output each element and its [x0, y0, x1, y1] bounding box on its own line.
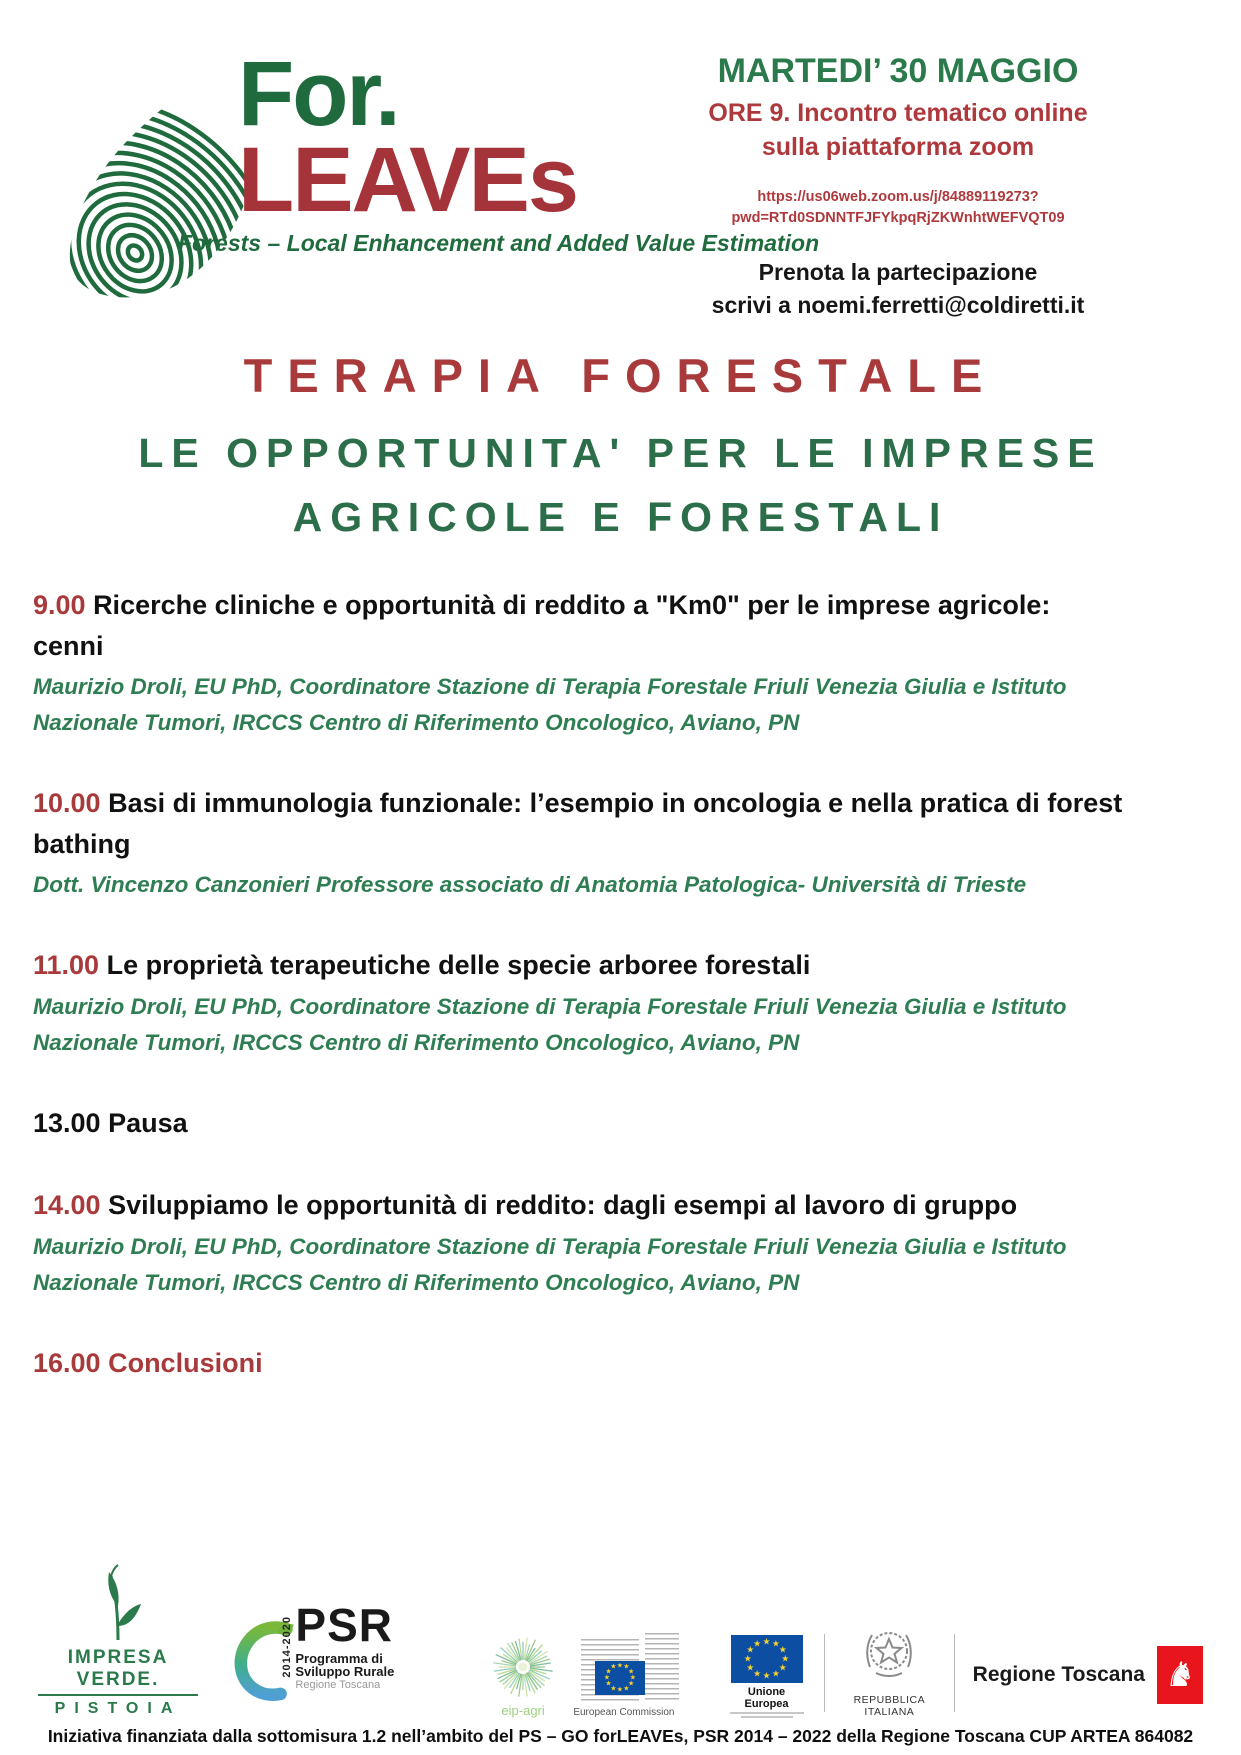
booking-line1: Prenota la partecipazione [758, 259, 1038, 285]
page-title [0, 348, 1241, 549]
repubblica-italiana-logo [841, 1623, 938, 1718]
session-title: Basi di immunologia funzionale: l’esempio in oncologia e nella pratica di forest bathing [33, 788, 1123, 859]
divider [824, 1634, 825, 1712]
logo-tagline: Forests – Local Enhancement and Added Value Estimation [178, 230, 820, 256]
fine-print-bar [741, 1716, 793, 1718]
page-title-line2: LE OPPORTUNITA' PER LE IMPRESE [138, 430, 1103, 476]
italy-emblem-icon [858, 1623, 920, 1687]
event-mode-line1: ORE 9. Incontro tematico online [708, 99, 1088, 127]
booking-info [678, 256, 1118, 323]
pegasus-icon: ♞ [1157, 1646, 1203, 1704]
eip-agri-label: eip-agri [501, 1703, 545, 1718]
psr-region: Regione Toscana [295, 1679, 381, 1691]
event-mode-line2: sulla piattaforma zoom [761, 132, 1035, 161]
page-title-line3: AGRICOLE E FORESTALI [292, 494, 949, 540]
program-item [33, 945, 1123, 1061]
partner-logos [0, 1588, 1241, 1718]
psr-subtitle: Programma di Sviluppo Rurale [295, 1651, 395, 1679]
session-title: Sviluppiamo le opportunità di reddito: dagli esempi al lavoro di gruppo [108, 1190, 1018, 1220]
session-title: Ricerche cliniche e opportunità di reddito a "Km0" per le imprese agricole: cenni [33, 590, 1051, 661]
impresa-verde-city: PISTOIA [54, 1700, 182, 1717]
speaker-name: Maurizio Droli, EU PhD, Coordinatore Stazione di Terapia Forestale Friuli Venezia Giulia e Istituto Nazionale Tumori, IRCCS Centro di Riferimento Oncologico, Aviano, PN [33, 674, 1067, 735]
program-item [33, 783, 1123, 903]
regione-toscana-label: Regione Toscana [972, 1663, 1145, 1686]
time-label: 16.00 [33, 1347, 109, 1378]
time-label: 10.00 [33, 788, 109, 818]
commission-building-icon [567, 1633, 681, 1707]
program-item [33, 1343, 1123, 1384]
speaker-name: Maurizio Droli, EU PhD, Coordinatore Stazione di Terapia Forestale Friuli Venezia Giulia e Istituto Nazionale Tumori, IRCCS Centro di Riferimento Oncologico, Aviano, PN [33, 1233, 1067, 1295]
divider [954, 1634, 955, 1712]
program-item [33, 1103, 1123, 1144]
booking-line2: scrivi a noemi.ferretti@coldiretti.it [711, 292, 1085, 319]
impresa-verde-label: IMPRESA VERDE. [38, 1647, 198, 1696]
impresa-verde-logo [38, 1564, 198, 1718]
page-title-line1: TERAPIA FORESTALE [243, 349, 998, 402]
fine-print-bar [730, 1712, 804, 1714]
psr-logo [232, 1599, 435, 1718]
unione-europea-logo [725, 1635, 808, 1718]
unione-europea-label: Unione Europea [744, 1686, 789, 1710]
session-title: Pausa [108, 1107, 188, 1138]
program-item [33, 1185, 1123, 1301]
time-label: 9.00 [33, 590, 94, 620]
program-item [33, 585, 1123, 741]
speaker-name: Dott. Vincenzo Canzonieri Professore associato di Anatomia Patologica- Università di Trieste [33, 872, 1027, 897]
brand-for: For. [238, 43, 399, 145]
forleaves-logo [30, 40, 820, 310]
session-title: Le proprietà terapeutiche delle specie arboree forestali [106, 950, 811, 980]
event-mode [678, 97, 1118, 165]
commission-label: European Commission [573, 1707, 675, 1718]
session-title: Conclusioni [108, 1347, 263, 1378]
footer [0, 1588, 1241, 1747]
repubblica-italiana-label: REPUBBLICA ITALIANA [853, 1694, 926, 1718]
time-label: 11.00 [33, 950, 107, 980]
regione-toscana-logo [973, 1646, 1203, 1704]
psr-years: 2014-2020 [281, 1616, 294, 1678]
zoom-url-line1[interactable]: https://us06web.zoom.us/j/84889119273? [757, 188, 1039, 205]
header [0, 0, 1241, 322]
brand-leaves: LEAVEs [238, 129, 578, 231]
time-label: 14.00 [33, 1190, 109, 1220]
event-date: MARTEDI’ 30 MAGGIO [717, 52, 1079, 90]
psr-acronym: PSR [295, 1599, 393, 1651]
plant-icon [91, 1564, 145, 1642]
speaker-name: Maurizio Droli, EU PhD, Coordinatore Stazione di Terapia Forestale Friuli Venezia Giulia e Istituto Nazionale Tumori, IRCCS Centro di Riferimento Oncologico, Aviano, PN [33, 993, 1067, 1055]
time-label: 13.00 [33, 1107, 109, 1138]
zoom-meeting-link[interactable] [678, 187, 1118, 231]
eu-flag-icon: ★ ★ ★ ★ ★ ★ ★ ★ ★ ★ ★ ★ [595, 1661, 645, 1695]
program-list [33, 585, 1123, 1383]
european-commission-logo [567, 1633, 681, 1718]
zoom-url-line2[interactable]: pwd=RTd0SDNNTFJFYkpqRjZKWnhtWEFVQT09 [731, 210, 1065, 227]
eip-agri-burst-icon [490, 1634, 556, 1700]
event-info [678, 52, 1118, 323]
eu-flag-icon: ★ ★ ★ ★ ★ ★ ★ ★ ★ ★ ★ ★ [731, 1635, 803, 1683]
funding-note: Iniziativa finanziata dalla sottomisura 1.2 nell’ambito del PS – GO forLEAVEs, PSR 2014 – 2022 della Regione Toscana CUP ARTEA 864082 [47, 1726, 1194, 1746]
eip-agri-logo [489, 1634, 556, 1718]
